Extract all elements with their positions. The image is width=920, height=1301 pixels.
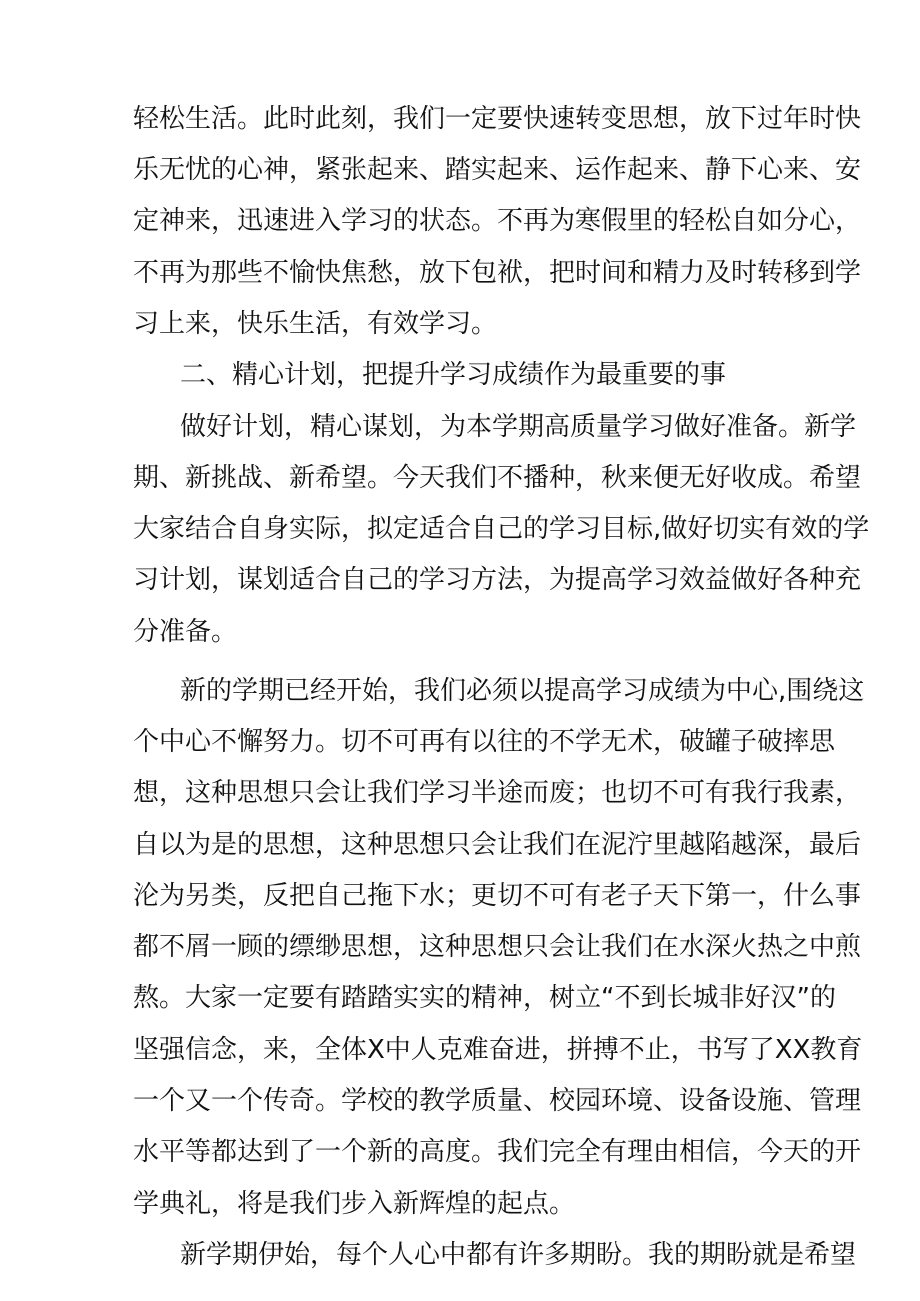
paragraph-line: 新的学期已经开始，我们必须以提高学习成绩为中心,围绕这: [180, 676, 865, 706]
paragraph-line: 熬。大家一定要有踏踏实实的精神，树立“不到长城非好汉”的: [133, 983, 836, 1013]
paragraph-line: 轻松生活。此时此刻，我们一定要快速转变思想，放下过年时快: [133, 104, 862, 134]
paragraph-line: 学典礼，将是我们步入新辉煌的起点。: [133, 1189, 576, 1219]
paragraph-line: 沦为另类，反把自己拖下水；更切不可有老子天下第一，什么事: [133, 881, 862, 911]
paragraph-line: 一个又一个传奇。学校的教学质量、校园环境、设备设施、管理: [133, 1086, 862, 1116]
paragraph-line: 坚强信念，来，全体X中人克难奋进，拼搏不止，书写了XX教育: [133, 1035, 863, 1065]
paragraph-line: 习上来，快乐生活，有效学习。: [133, 309, 498, 339]
paragraph-line: 新学期伊始，每个人心中都有许多期盼。我的期盼就是希望: [180, 1240, 857, 1270]
paragraph-line: 想，这种思想只会让我们学习半途而废；也切不可有我行我素，: [133, 778, 862, 808]
paragraph-line: 习计划，谋划适合自己的学习方法，为提高学习效益做好各种充: [133, 565, 862, 595]
paragraph-line: 分准备。: [133, 617, 238, 647]
paragraph-line: 大家结合自身实际，拟定适合自己的学习目标,做好切实有效的学: [133, 514, 870, 544]
paragraph-line: 水平等都达到了一个新的高度。我们完全有理由相信，今天的开: [133, 1137, 862, 1167]
paragraph-line: 都不屑一顾的缥缈思想，这种思想只会让我们在水深火热之中煎: [133, 932, 862, 962]
paragraph-line: 不再为那些不愉快焦愁，放下包袱，把时间和精力及时转移到学: [133, 258, 862, 288]
paragraph-line: 定神来，迅速进入学习的状态。不再为寒假里的轻松自如分心，: [133, 206, 862, 236]
paragraph-line: 乐无忧的心神，紧张起来、踏实起来、运作起来、静下心来、安: [133, 155, 862, 185]
paragraph-line: 做好计划，精心谋划，为本学期高质量学习做好准备。新学: [180, 412, 857, 442]
paragraph-line: 期、新挑战、新希望。今天我们不播种，秋来便无好收成。希望: [133, 463, 862, 493]
section-heading: 二、精心计划，把提升学习成绩作为最重要的事: [180, 360, 727, 390]
paragraph-line: 个中心不懈努力。切不可再有以往的不学无术，破罐子破摔思: [133, 727, 836, 757]
paragraph-line: 自以为是的思想，这种思想只会让我们在泥泞里越陷越深，最后: [133, 830, 862, 860]
